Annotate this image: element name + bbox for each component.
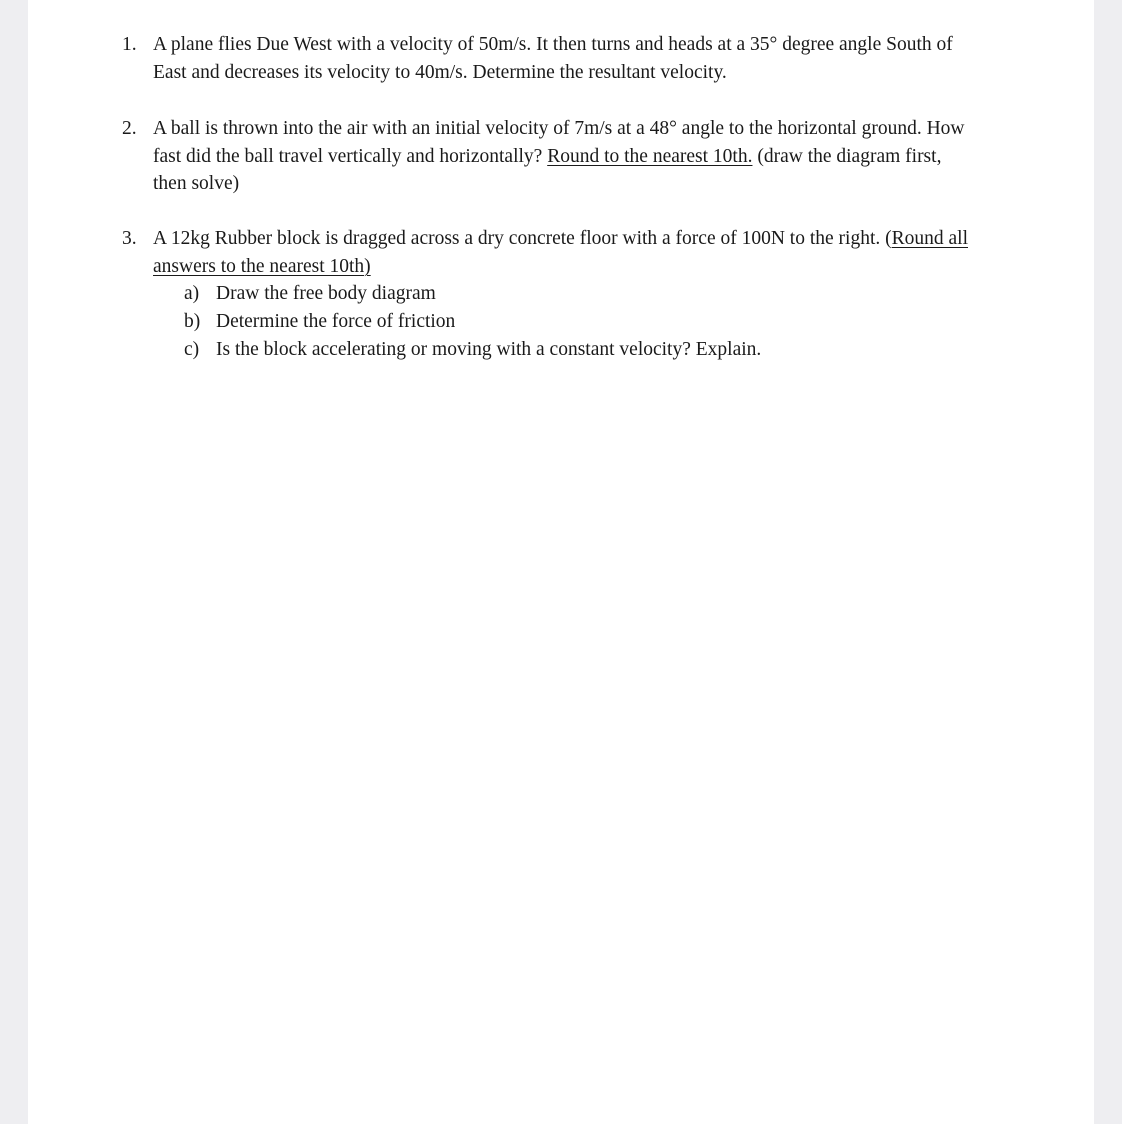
question-text-line	[153, 253, 371, 281]
question-text-line: then solve)	[153, 173, 240, 194]
question-text-segment: (draw the diagram first,	[752, 146, 942, 167]
question-text-line: A plane flies Due West with a velocity of 50m/s. It then turns and heads at a 35° degree angle South of	[153, 34, 953, 55]
subpart-letter: b)	[184, 311, 201, 332]
document-page	[28, 0, 1094, 1124]
rounding-instruction: Round all	[891, 228, 968, 249]
subpart-text: Is the block accelerating or moving with a constant velocity? Explain.	[216, 339, 762, 360]
question-text-line	[153, 225, 968, 253]
rounding-instruction: answers to the nearest 10th)	[153, 256, 371, 277]
rounding-instruction: Round to the nearest 10th.	[547, 146, 753, 167]
question-text-segment: A 12kg Rubber block is dragged across a dry concrete floor with a force of 100N to the right. (	[153, 228, 892, 249]
question-text-line	[153, 143, 941, 171]
question-text-line: East and decreases its velocity to 40m/s. Determine the resultant velocity.	[153, 62, 727, 83]
question-text-line: A ball is thrown into the air with an initial velocity of 7m/s at a 48° angle to the horizontal ground. How	[153, 118, 965, 139]
subpart-letter: a)	[184, 283, 200, 304]
question-number: 2.	[122, 118, 137, 139]
question-text-segment: fast did the ball travel vertically and horizontally?	[153, 146, 548, 167]
question-number: 1.	[122, 34, 137, 55]
subpart-letter: c)	[184, 339, 200, 360]
subpart-text: Determine the force of friction	[216, 311, 456, 332]
subpart-text: Draw the free body diagram	[216, 283, 436, 304]
question-number: 3.	[122, 228, 137, 249]
